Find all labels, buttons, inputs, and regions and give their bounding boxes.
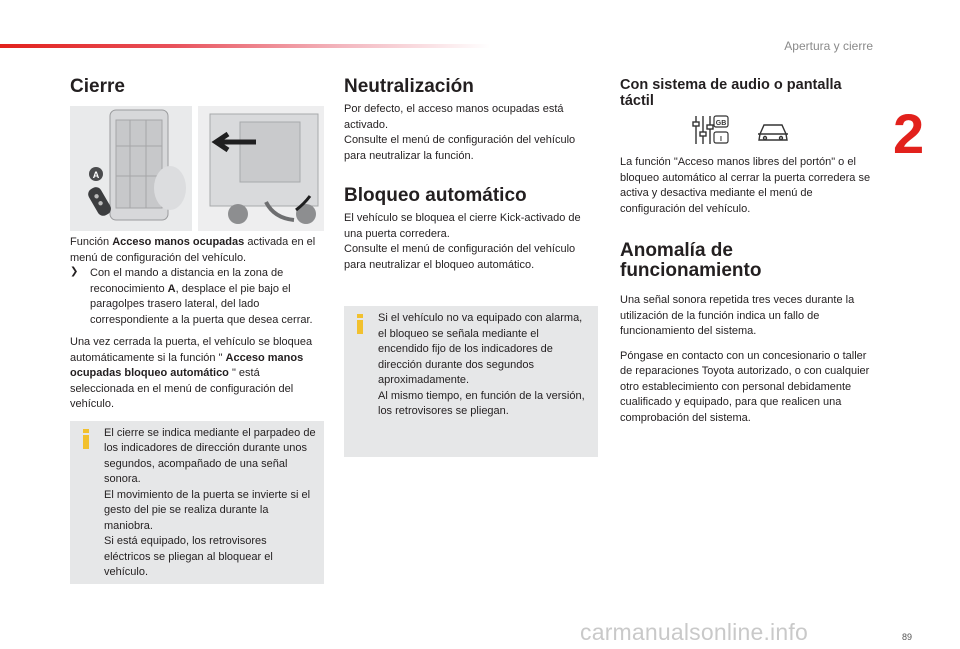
illustration-van-kick bbox=[70, 106, 324, 231]
note-box-cierre bbox=[70, 421, 324, 584]
column-audio-text bbox=[620, 155, 874, 426]
watermark: carmanualsonline.info bbox=[580, 619, 808, 645]
cierre-bullet bbox=[70, 266, 324, 328]
bloqueo-para-1: El vehículo se bloquea el cierre Kick-activado de una puerta corredera. bbox=[344, 212, 581, 240]
pict-gb-label: GB bbox=[715, 120, 727, 127]
cierre-para-1: Función Acceso manos ocupadas activada en el menú de configuración del vehículo. bbox=[70, 236, 316, 264]
section-title: Apertura y cierre bbox=[784, 39, 873, 53]
note-line: El movimiento de la puerta se invierte si el gesto del pie se realiza durante la maniobra. bbox=[104, 488, 311, 532]
column-cierre bbox=[70, 77, 324, 97]
anomalia-para-2: Póngase en contacto con un concesionario o taller de reparaciones Toyota autorizado, o con cualquier otro establecimiento con personal debidamente cualificado y equipado, para que realicen una comprobación del sistema. bbox=[620, 349, 870, 424]
note-line: El cierre se indica mediante el parpadeo de los indicadores de dirección durante unos segundos, acompañado de una señal sonora. bbox=[104, 426, 316, 485]
illustration-marker-a: A bbox=[92, 170, 100, 180]
heading-anomalia: Anomalía de funcionamiento bbox=[620, 240, 762, 281]
heading-audio-pantalla: Con sistema de audio o pantalla táctil bbox=[620, 77, 842, 109]
settings-pictograms bbox=[692, 114, 792, 153]
note-line: Si está equipado, los retrovisores eléctricos se pliegan al bloquear el vehículo. bbox=[104, 535, 273, 578]
neutralizacion-para-2: Consulte el menú de configuración del vehículo para neutralizar la función. bbox=[344, 134, 576, 162]
header-accent-bar bbox=[0, 44, 490, 48]
heading-neutralizacion: Neutralización bbox=[344, 76, 474, 97]
car-icon bbox=[758, 125, 788, 140]
note-box-bloqueo bbox=[344, 306, 598, 457]
note-line: Si el vehículo no va equipado con alarma, el bloqueo se señala mediante el encendido fijo de los indicadores de dirección durante dos segundos aproximadamente. bbox=[378, 312, 583, 386]
info-icon bbox=[80, 429, 92, 449]
heading-cierre: Cierre bbox=[70, 76, 125, 97]
anomalia-para-1: Una señal sonora repetida tres veces durante la utilización de la función indica un fallo de funcionamiento del sistema. bbox=[620, 294, 855, 337]
page-number: 89 bbox=[902, 632, 913, 642]
neutralizacion-para-1: Por defecto, el acceso manos ocupadas está activado. bbox=[344, 103, 564, 131]
audio-para-1: La función "Acceso manos libres del portón" o el bloqueo automático al cerrar la puerta corredera se activa y desactiva mediante el menú de configuración del vehículo. bbox=[620, 156, 871, 215]
bullet-icon: ❯ bbox=[70, 266, 79, 277]
cierre-para-2: Una vez cerrada la puerta, el vehículo se bloquea automáticamente si la función " Acceso manos ocupadas bloqueo automático " está seleccionada en el menú de configuración del vehículo. bbox=[70, 336, 313, 410]
column-neutralizacion bbox=[344, 77, 600, 457]
pict-i-label: I bbox=[720, 136, 722, 143]
bloqueo-para-2: Consulte el menú de configuración del vehículo para neutralizar el bloqueo automático. bbox=[344, 243, 576, 271]
column-cierre-text bbox=[70, 235, 324, 584]
note-line: Al mismo tiempo, en función de la versión, los retrovisores se pliegan. bbox=[378, 389, 585, 417]
heading-bloqueo-automatico: Bloqueo automático bbox=[344, 185, 527, 206]
chapter-number: 2 bbox=[893, 102, 925, 165]
column-audio bbox=[620, 77, 874, 109]
cierre-bullet-text: Con el mando a distancia en la zona de reconocimiento A, desplace el pie bajo el paragolpes trasero lateral, del lado correspondiente a la puerta que desea cerrar. bbox=[90, 267, 313, 326]
sliders-icon bbox=[693, 116, 713, 144]
info-icon bbox=[354, 314, 366, 334]
